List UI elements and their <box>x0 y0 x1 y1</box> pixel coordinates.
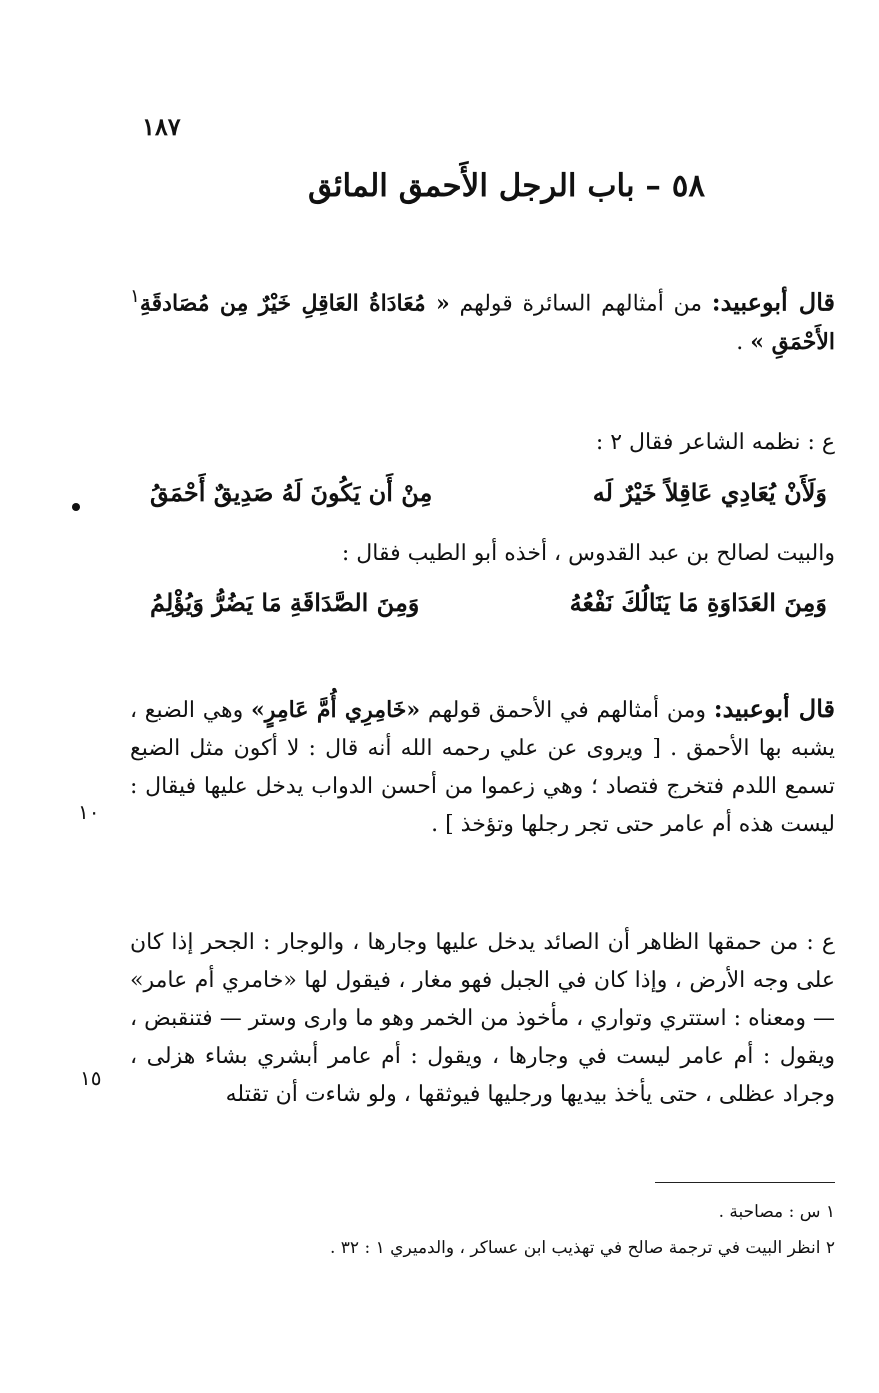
paragraph-text: ومن أمثالهم في الأحمق قولهم <box>420 698 714 723</box>
line-number-15: ١٥ <box>80 1066 102 1090</box>
paragraph-abu-ubayd-1 <box>130 278 835 362</box>
footnote-1: ١ س : مصاحبة . <box>718 1202 835 1222</box>
verse-second-hemistich: وَمِنَ الصَّدَاقَةِ مَا يَضُرُّ وَيُؤْلِمُ <box>150 588 420 617</box>
paragraph-ending: . <box>736 330 751 356</box>
paragraph-text-continued: وهي الضبع ، يشبه بها الأحمق . [ ويروى عن علي رحمه الله أنه قال : لا أكون مثل الضبع تسمع اللدم فتخرج فتصاد ؛ وهي زعموا من أحسن الدواب يدخل عليها فيقال : ليست هذه أم عامر حتى تجر رجلها وتؤخذ ] . <box>130 698 835 837</box>
verse-first-hemistich: وَمِنَ العَدَاوَةِ مَا يَنَالُكَ نَفْعُهُ <box>569 588 827 617</box>
line-number-10: ١٠ <box>78 800 100 824</box>
proverb-quote: «خَامِرِي أُمَّ عَامِرٍ» <box>250 697 421 723</box>
verse-line-2 <box>150 588 827 617</box>
proverb-quote-end: الأَحْمَقِ » <box>750 329 835 356</box>
chapter-title: ٥٨ – باب الرجل الأَحمق المائق <box>308 168 705 204</box>
page-number: ١٨٧ <box>142 112 181 141</box>
line-marker-dot <box>72 503 80 511</box>
paragraph-commentary-2: ع : من حمقها الظاهر أن الصائد يدخل عليها وجارها ، والوجار : الجحر إذا كان على وجه الأرض ، وإذا كان في الجبل فهو مغار ، فيقول لها «خامري أم عامر» — ومعناه : استتري وتواري ، مأخوذ من الخمر وهو ما وارى وستر — فتنقبض ، ويقول : أم عامر ليست في وجارها ، ويقول : أم عامر أبشري بشاء هزلى ، وجراد عظلى ، حتى يأخذ بيديها ورجليها فيوثقها ، ولو شاءت أن تقتله <box>130 930 835 1107</box>
paragraph-text: من أمثالهم السائرة قولهم <box>449 291 712 317</box>
proverb-quote: « مُعَادَاةُ العَاقِلِ خَيْرٌ مِن مُصَادقَةِ <box>139 290 450 317</box>
footnote-separator <box>655 1182 835 1183</box>
paragraph-abu-ubayd-2 <box>130 690 835 844</box>
paragraph-attribution: والبيت لصالح بن عبد القدوس ، أخذه أبو الطيب فقال : <box>341 541 835 566</box>
speaker-label: قال أبوعبيد: <box>711 287 835 317</box>
verse-second-hemistich: مِنْ أَن يَكُونَ لَهُ صَدِيقٌ أَحْمَقُ <box>150 478 433 507</box>
speaker-label: قال أبوعبيد: <box>713 694 836 723</box>
paragraph-commentary-1: ع : نظمه الشاعر فقال ٢ : <box>595 430 835 455</box>
footnote-ref-1: ١ <box>130 286 140 307</box>
verse-first-hemistich: وَلَأَنْ يُعَادِي عَاقِلاً خَيْرٌ لَه <box>592 478 827 507</box>
verse-line-1 <box>150 478 827 507</box>
footnote-2: ٢ انظر البيت في ترجمة صالح في تهذيب ابن عساكر ، والدميري ١ : ٣٢ . <box>329 1238 835 1258</box>
